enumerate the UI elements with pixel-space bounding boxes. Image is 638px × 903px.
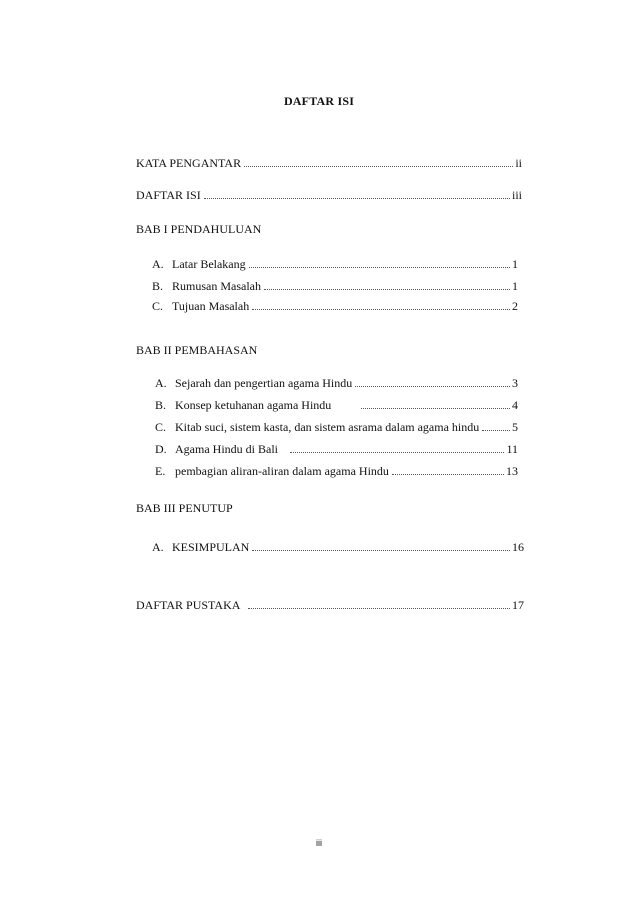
dot-leader: [249, 258, 510, 268]
toc-page-number: 4: [512, 398, 518, 412]
toc-page-number: 5: [512, 420, 518, 434]
chapter-heading-bab-1: BAB I PENDAHULUAN: [136, 222, 262, 236]
toc-page-number: 1: [512, 257, 518, 271]
toc-entry-label: Rumusan Masalah: [172, 279, 261, 293]
toc-page-number: 16: [512, 540, 524, 554]
toc-entry-label: Latar Belakang: [172, 257, 246, 271]
dot-leader: [204, 189, 510, 199]
toc-entry-sejarah[interactable]: [155, 376, 518, 392]
toc-entry-label: Tujuan Masalah: [172, 299, 250, 313]
toc-entry-latar-belakang[interactable]: [152, 257, 518, 273]
list-marker: A.: [152, 540, 164, 554]
list-marker: C.: [155, 420, 167, 434]
toc-entry-rumusan-masalah[interactable]: [152, 279, 518, 295]
dot-leader: [252, 541, 510, 551]
toc-entry-aliran[interactable]: [155, 464, 518, 480]
toc-page-number: 3: [512, 376, 518, 390]
toc-entry-kesimpulan[interactable]: [152, 540, 524, 556]
toc-entry-daftar-isi[interactable]: [136, 188, 522, 204]
toc-entry-label: KATA PENGANTAR: [136, 156, 242, 170]
dot-leader: [252, 300, 510, 310]
page-title: DAFTAR ISI: [283, 94, 355, 108]
toc-entry-konsep-ketuhanan[interactable]: [155, 398, 518, 414]
list-marker: A.: [155, 376, 167, 390]
dot-leader: [264, 280, 510, 290]
toc-entry-kitab-suci[interactable]: [155, 420, 518, 436]
toc-entry-label: Konsep ketuhanan agama Hindu: [175, 398, 332, 412]
dot-leader: [244, 157, 513, 167]
toc-page-number: 2: [512, 299, 518, 313]
toc-page-number: 11: [506, 442, 518, 456]
list-marker: E.: [155, 464, 166, 478]
toc-entry-hindu-bali[interactable]: [155, 442, 518, 458]
dot-leader: [482, 421, 510, 431]
list-marker: B.: [155, 398, 167, 412]
toc-entry-label: pembagian aliran-aliran dalam agama Hindu: [175, 464, 389, 478]
toc-entry-tujuan-masalah[interactable]: [152, 299, 518, 315]
list-marker: A.: [152, 257, 164, 271]
toc-page-number: 17: [512, 598, 524, 612]
dot-leader: [361, 399, 510, 409]
toc-entry-daftar-pustaka[interactable]: [136, 598, 524, 614]
dot-leader: [392, 465, 504, 475]
toc-entry-label: Kitab suci, sistem kasta, dan sistem asrama dalam agama hindu: [175, 420, 480, 434]
list-marker: C.: [152, 299, 164, 313]
chapter-heading-bab-2: BAB II PEMBAHASAN: [136, 343, 258, 357]
dot-leader: [248, 599, 510, 609]
toc-entry-label: DAFTAR PUSTAKA: [136, 598, 241, 612]
list-marker: D.: [155, 442, 167, 456]
toc-entry-label: DAFTAR ISI: [136, 188, 201, 202]
toc-entry-label: Agama Hindu di Bali: [175, 442, 278, 456]
dot-leader: [355, 377, 510, 387]
page-number-footer: iii: [316, 838, 322, 848]
toc-page-number: 1: [512, 279, 518, 293]
dot-leader: [290, 443, 504, 453]
toc-entry-label: KESIMPULAN: [172, 540, 250, 554]
toc-page-number: ii: [515, 156, 522, 170]
toc-page-number: 13: [506, 464, 518, 478]
toc-page-number: iii: [511, 188, 522, 202]
list-marker: B.: [152, 279, 164, 293]
toc-entry-label: Sejarah dan pengertian agama Hindu: [175, 376, 353, 390]
chapter-heading-bab-3: BAB III PENUTUP: [136, 501, 233, 515]
toc-entry-kata-pengantar[interactable]: [136, 156, 522, 172]
